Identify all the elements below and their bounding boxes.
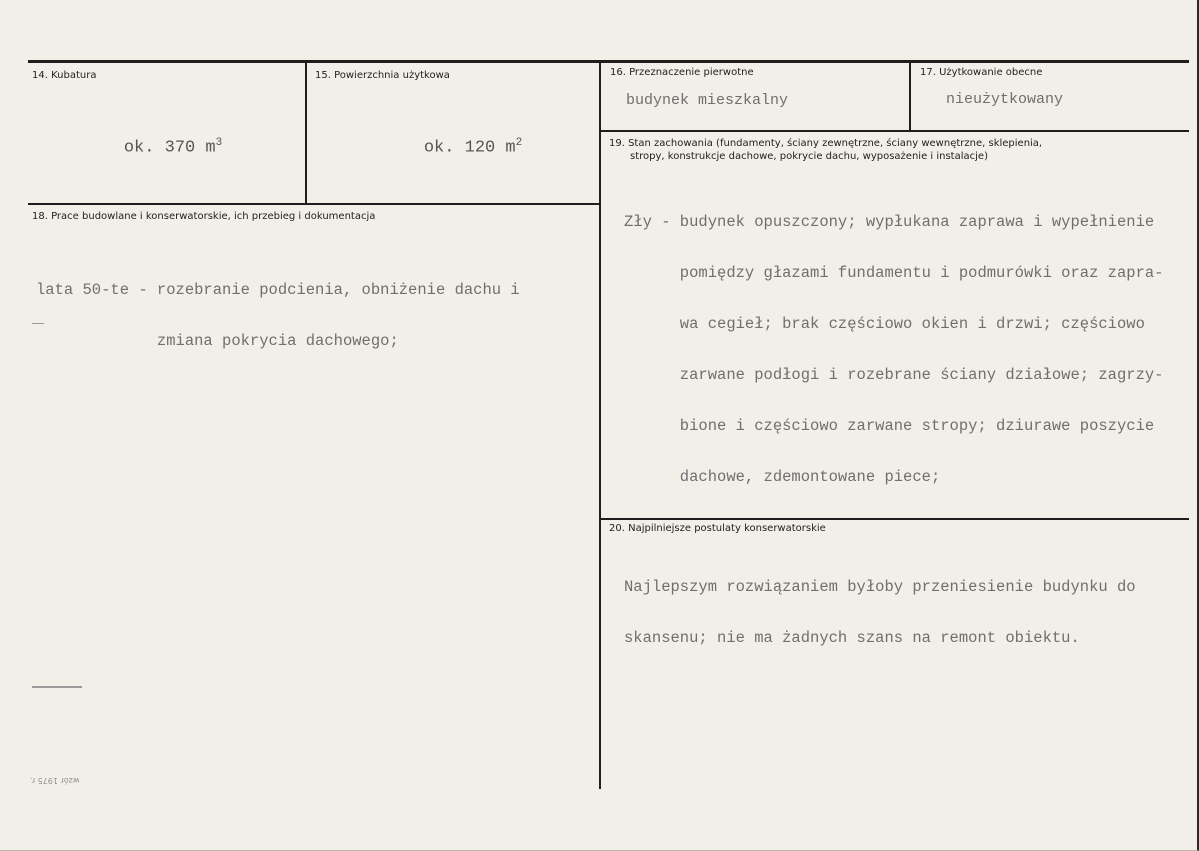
left-row-rule <box>28 203 600 205</box>
kubatura-unit-exponent: 3 <box>215 137 223 149</box>
right-top-vertical-divider <box>909 63 911 130</box>
left-vertical-divider <box>305 63 307 204</box>
powierzchnia-value <box>383 118 522 177</box>
postulaty-text <box>624 545 1136 681</box>
right-row-rule-1 <box>600 130 1189 132</box>
margin-mark <box>32 686 82 688</box>
print-note: wzór 1975 r. <box>30 776 80 785</box>
przeznaczenie-value: budynek mieszkalny <box>626 92 789 109</box>
center-vertical-divider <box>599 63 601 789</box>
postulaty-line-2: skansenu; nie ma żadnych szans na remont obiektu. <box>624 629 1080 647</box>
stan-label <box>609 137 1042 163</box>
prace-text <box>36 248 520 384</box>
prace-label: 18. Prace budowlane i konserwatorskie, ich przebieg i dokumentacja <box>32 211 376 222</box>
kubatura-value-text: ok. 370 m <box>123 138 216 158</box>
prace-line-2: zmiana pokrycia dachowego; <box>36 332 399 350</box>
przeznaczenie-label: 16. Przeznaczenie pierwotne <box>610 67 754 78</box>
stan-text <box>624 180 1164 520</box>
powierzchnia-unit-exponent: 2 <box>515 137 523 149</box>
postulaty-line-1: Najlepszym rozwiązaniem byłoby przeniesienie budynku do <box>624 578 1136 596</box>
stan-line-4: zarwane podłogi i rozebrane ściany działowe; zagrzy- <box>624 366 1164 384</box>
stan-line-2: pomiędzy głazami fundamentu i podmurówki oraz zapra- <box>624 264 1164 282</box>
margin-mark <box>32 323 44 324</box>
stan-label-line-2: stropy, konstrukcje dachowe, pokrycie dachu, wyposażenie i instalacje) <box>630 151 988 162</box>
stan-label-line-1: 19. Stan zachowania (fundamenty, ściany zewnętrzne, ściany wewnętrzne, sklepienia, <box>609 138 1043 149</box>
top-rule <box>28 60 1189 63</box>
stan-line-3: wa cegieł; brak częściowo okien i drzwi; częściowo <box>624 315 1145 333</box>
postulaty-label: 20. Najpilniejsze postulaty konserwatorskie <box>609 523 826 534</box>
kubatura-value <box>83 118 222 177</box>
prace-line-1: lata 50-te - rozebranie podcienia, obniżenie dachu i <box>36 281 520 299</box>
stan-line-1: Zły - budynek opuszczony; wypłukana zaprawa i wypełnienie <box>624 213 1155 231</box>
stan-line-5: bione i częściowo zarwane stropy; dziurawe poszycie <box>624 417 1155 435</box>
stan-line-6: dachowe, zdemontowane piece; <box>624 468 941 486</box>
kubatura-label: 14. Kubatura <box>32 70 97 81</box>
powierzchnia-label: 15. Powierzchnia użytkowa <box>315 70 450 81</box>
uzytkowanie-label: 17. Użytkowanie obecne <box>920 67 1043 78</box>
uzytkowanie-value: nieużytkowany <box>946 91 1064 108</box>
powierzchnia-value-text: ok. 120 m <box>423 138 516 158</box>
